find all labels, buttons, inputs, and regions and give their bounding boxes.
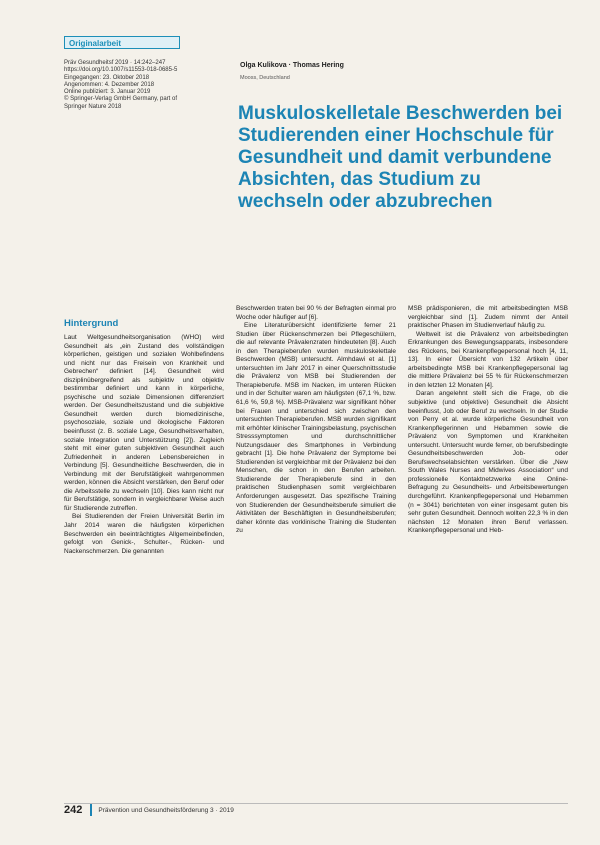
meta-line: Präv Gesundheitsf 2019 · 14:242–247 [64,60,166,66]
meta-line: Angenommen: 4. Dezember 2018 [64,81,155,88]
text-column-1 [64,334,224,824]
meta-line: Eingegangen: 23. Oktober 2018 [64,74,150,81]
text-column-3 [408,305,568,825]
paragraph: Weltweit ist die Prävalenz von arbeitsbedingten Erkrankungen des Bewegungsapparats, insbesondere des Rückens, bei Krankenpflegepersonal hoch [4, 11, 13]. In einer Übersicht von 132 Artikeln über arbeitsbedingte MSB bei Krankenpflegepersonal lag die mittlere Prävalenz bei 55 % für Rückenschmerzen in den letzten 12 Monaten [4]. [408,330,568,389]
footer-divider [64,803,568,804]
page-number: 242 [64,804,83,816]
publication-meta [64,60,224,111]
footer-accent-bar [90,804,92,816]
paragraph: Eine Literaturübersicht identifizierte ferner 21 Studien über Rückenschmerzen bei Pflegeschülern, die auf relevante Prävalenzraten hindeuteten [8]. Auch in den Therapieberufen wurden muskuloskelettale Beschwerden (MSB) untersucht. Almhdawi et al. [1] untersuchten im Jahr 2017 in einer Querschnittsstudie die Prävalenz von MSB bei Studierenden der Therapieberufe. MSB im Nacken, im unteren Rücken und in der Schulter waren am häufigsten (67,1 %, bzw. 61,6 %, 59,8 %). MSB-Prävalenz war signifikant höher bei Frauen und unterschied sich zwischen den untersuchten Therapieberufen. MSB wurden signifikant mit erhöhter klinischer Trainingsbelastung, psychischen Stresssymptomen und durchschnittlicher Nutzungsdauer des Smartphones in Verbindung gebracht [1]. Die hohe Prävalenz der Symptome bei Studierenden ist vergleichbar mit der Prävalenz bei den Menschen, die schon in den Berufen arbeiten. Studierende der Therapieberufe sind in den praktischen Studienphasen somit vergleichbaren Anforderungen ausgesetzt. Das spezifische Training von Studierenden der Gesundheitsberufe simuliert die Aktivitäten der Beschäftigten in Gesundheitsberufen; daher könnte das vorklinische Training die Studenten zu [236,322,396,535]
paragraph: Bei Studierenden der Freien Universität Berlin im Jahr 2014 waren die häufigsten körperlichen Beschwerden ein beeinträchtigtes Allgemeinbefinden, gefolgt von Genick-, Schulter-, Rücken- und Nackenschmerzen. Die genannten [64,513,224,555]
paragraph: Beschwerden traten bei 90 % der Befragten einmal pro Woche oder häufiger auf [6]. [236,305,396,321]
paragraph: Daran angelehnt stellt sich die Frage, ob die subjektive (und objektive) Gesundheit die Absicht beeinflusst, Job oder Beruf zu wechseln. In der Studie von Perry et al. wurde körperliche Gesundheit von Krankenpflegerinnen und Hebammen sowie die Prävalenz von Symptomen und Krankheiten untersucht. Untersucht wurde ferner, ob berufsbedingte Gesundheitsbeschwerden Job- oder Berufswechselabsichten verstärken. Über die „New South Wales Nurses and Midwives Association“ und professionelle Kontaktnetzwerke eine Online-Befragung zu Gesundheits- und Arbeitsbewertungen durchgeführt. Krankenpflegepersonal und Hebammen (n = 3041) berichteten von einer insgesamt guten bis sehr guten Gesundheit. Dennoch wollten 22,3 % in den nächsten 12 Monaten ihren Beruf verlassen. Krankenpflegepersonal und Heb- [408,390,568,535]
affiliation: Mooss, Deutschland [240,75,290,81]
section-heading: Hintergrund [64,318,119,329]
article-type-badge: Originalarbeit [64,36,180,49]
paragraph: Laut Weltgesundheitsorganisation (WHO) wird Gesundheit als „ein Zustand des vollständigen körperlichen, geistigen und sozialen Wohlbefindens und nicht nur das Freisein von Krankheit und Gebrechen“ definiert [14]. Gesundheit wird disziplinübergreifend als subjektiv und objektiv bestimmbar definiert und kann in körperliche, psychische und soziale Dimensionen differenziert werden. Der Gesundheitszustand und die subjektive Gesundheit werden durch biomedizinische, psychosoziale, soziale und ökologische Faktoren beeinflusst (z. B. soziale Lage, Gesundheitsverhalten, soziale Integration und Unterstützung [2]). Zugleich steht mit einer guten subjektiven Gesundheit auch Zufriedenheit in anderen Lebensbereichen in Verbindung [5]. Gesundheitliche Beschwerden, die in Verbindung mit der Berufstätigkeit wahrgenommen werden, können die Absicht verstärken, den Beruf oder die Arbeitsstelle zu wechseln [10]. Dies kann nicht nur für Berufstätige, sondern in vergleichbarer Weise auch für Studierende zutreffen. [64,334,224,512]
authors: Olga Kulikova · Thomas Hering [240,62,344,69]
article-title: Muskuloskelletale Beschwerden bei Studierenden einer Hochschule für Gesundheit und damit verbundene Absichten, das Studium zu wechseln oder abzubrechen [238,103,563,212]
meta-line: Springer Nature 2018 [64,103,122,110]
meta-line: Online publiziert: 3. Januar 2019 [64,89,151,96]
meta-line: © Springer-Verlag GmbH Germany, part of [64,96,178,103]
journal-name: Prävention und Gesundheitsförderung 3 · 2019 [98,806,234,814]
paragraph: MSB prädisponieren, die mit arbeitsbedingten MSB vergleichbar sind [1]. Zudem nimmt der Anteil praktischer Phasen im Studienverlauf häufig zu. [408,305,568,330]
page-footer [64,803,568,817]
meta-line: https://doi.org/10.1007/s11553-018-0685-5 [64,67,178,74]
text-column-2 [236,305,396,825]
